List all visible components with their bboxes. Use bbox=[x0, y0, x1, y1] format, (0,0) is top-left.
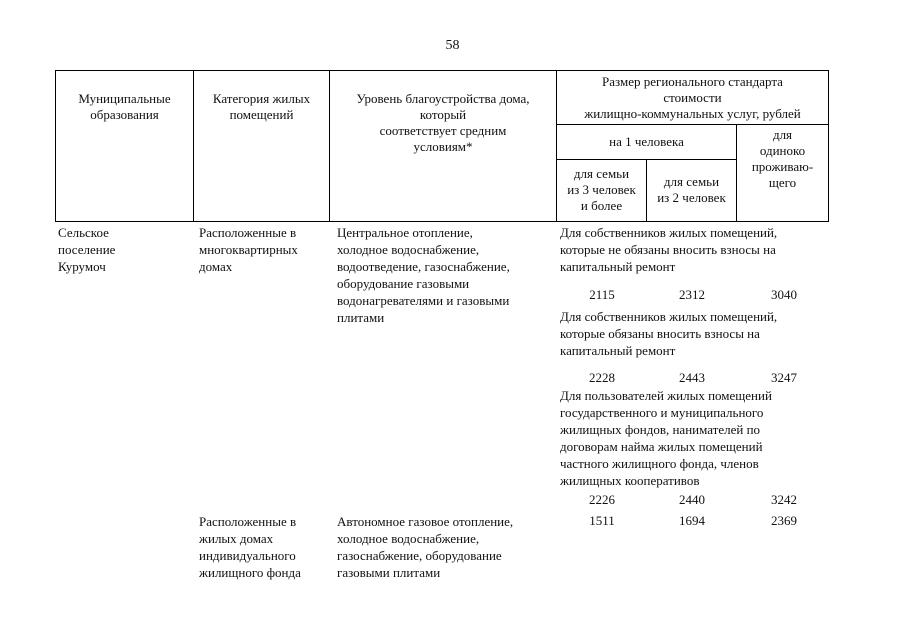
note-owners-fee: Для собственников жилых помещений, которые обязаны вносить взносы на капитальный ремонт bbox=[560, 309, 778, 358]
value-family3: 2115 bbox=[589, 287, 615, 302]
header-family2: для семьи из 2 человек bbox=[657, 174, 726, 205]
value-family2: 2443 bbox=[679, 370, 705, 385]
header-municipality: Муниципальные образования bbox=[78, 91, 171, 122]
note-users: Для пользователей жилых помещений государственного и муниципального жилищных фондов, нанимателей по договорам найма жилых помещений частного жилищного фонда, членов жилищных кооперативов bbox=[560, 388, 772, 488]
page-number: 58 bbox=[445, 38, 460, 53]
note-owners-no-fee: Для собственников жилых помещений, которые не обязаны вносить взносы на капитальный ремонт bbox=[560, 225, 778, 274]
category-apartments: Расположенные в многоквартирных домах bbox=[199, 225, 298, 274]
value-family2: 1694 bbox=[679, 513, 705, 528]
header-level: Уровень благоустройства дома, который соответствует средним условиям* bbox=[356, 91, 530, 154]
municipality-name: Сельское поселение Курумоч bbox=[58, 225, 116, 274]
header-per-person: на 1 человека bbox=[609, 134, 684, 149]
value-single: 3242 bbox=[771, 492, 797, 507]
header-standard: Размер регионального стандарта стоимости жилищно-коммунальных услуг, рублей bbox=[584, 74, 801, 121]
header-family3: для семьи из 3 человек и более bbox=[567, 166, 636, 213]
value-family3: 2228 bbox=[589, 370, 615, 385]
value-family3: 1511 bbox=[589, 513, 615, 528]
value-single: 3247 bbox=[771, 370, 797, 385]
header-category: Категория жилых помещений bbox=[212, 91, 311, 122]
value-family2: 2440 bbox=[679, 492, 705, 507]
value-family3: 2226 bbox=[589, 492, 615, 507]
value-single: 3040 bbox=[771, 287, 797, 302]
value-family2: 2312 bbox=[679, 287, 705, 302]
header-single: для одиноко проживаю- щего bbox=[751, 127, 814, 190]
value-single: 2369 bbox=[771, 513, 797, 528]
level-autonomous: Автономное газовое отопление, холодное водоснабжение, газоснабжение, оборудование газовыми плитами bbox=[337, 514, 514, 580]
level-central: Центральное отопление, холодное водоснабжение, водоотведение, газоснабжение, оборудование газовыми водонагревателями и газовыми плитами bbox=[337, 225, 510, 325]
category-individual-houses: Расположенные в жилых домах индивидуального жилищного фонда bbox=[199, 514, 301, 580]
